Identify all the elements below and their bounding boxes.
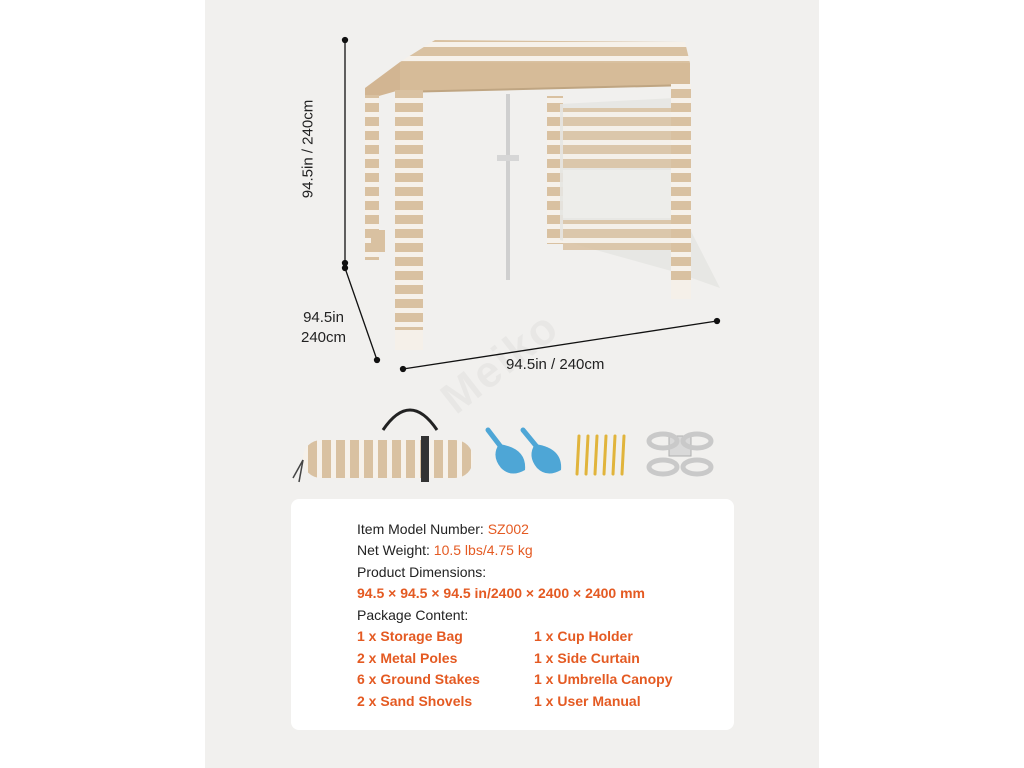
depth-centimeters: 240cm [301, 329, 347, 346]
package-item: 1 x Umbrella Canopy [534, 671, 673, 687]
product-dimensions-label: Product Dimensions: [357, 564, 487, 580]
depth-dimension-line [343, 266, 380, 363]
spec-card [291, 499, 734, 730]
tent-illustration [205, 0, 819, 500]
package-item: 1 x Cup Holder [534, 628, 633, 644]
package-item: 1 x Side Curtain [534, 650, 640, 666]
package-item: 1 x User Manual [534, 693, 641, 709]
storage-bag [293, 410, 473, 482]
model-number-row [357, 521, 529, 537]
product-dimensions-value: 94.5 × 94.5 × 94.5 in/2400 × 2400 × 2400 mm [357, 585, 646, 601]
side-curtain [560, 98, 720, 288]
package-item: 1 x Storage Bag [357, 628, 463, 644]
height-dimension-label: 94.5in / 240cm [299, 99, 317, 199]
cup-holder [649, 434, 711, 474]
package-item: 2 x Sand Shovels [357, 693, 473, 709]
package-item: 6 x Ground Stakes [357, 671, 480, 687]
net-weight-row [357, 542, 533, 558]
center-pole [497, 94, 519, 280]
height-dimension-line [343, 38, 348, 266]
depth-inches: 94.5in [303, 309, 344, 326]
package-item: 2 x Metal Poles [357, 650, 458, 666]
model-number-value: SZ002 [487, 521, 529, 537]
tent-back-left-pole [365, 95, 385, 260]
width-dimension-label: 94.5in / 240cm [506, 356, 605, 373]
tent-front-right-pole [671, 84, 691, 299]
tent-front-left-pole [395, 90, 423, 350]
model-number-label: Item Model Number: [357, 521, 488, 537]
ground-stakes [577, 436, 624, 474]
net-weight-label: Net Weight: [357, 542, 434, 558]
net-weight-value: 10.5 lbs/4.75 kg [433, 542, 533, 558]
depth-dimension-label [301, 308, 346, 348]
sand-shovels [488, 430, 561, 474]
package-content-label: Package Content: [357, 607, 469, 623]
product-image-panel [205, 0, 819, 768]
